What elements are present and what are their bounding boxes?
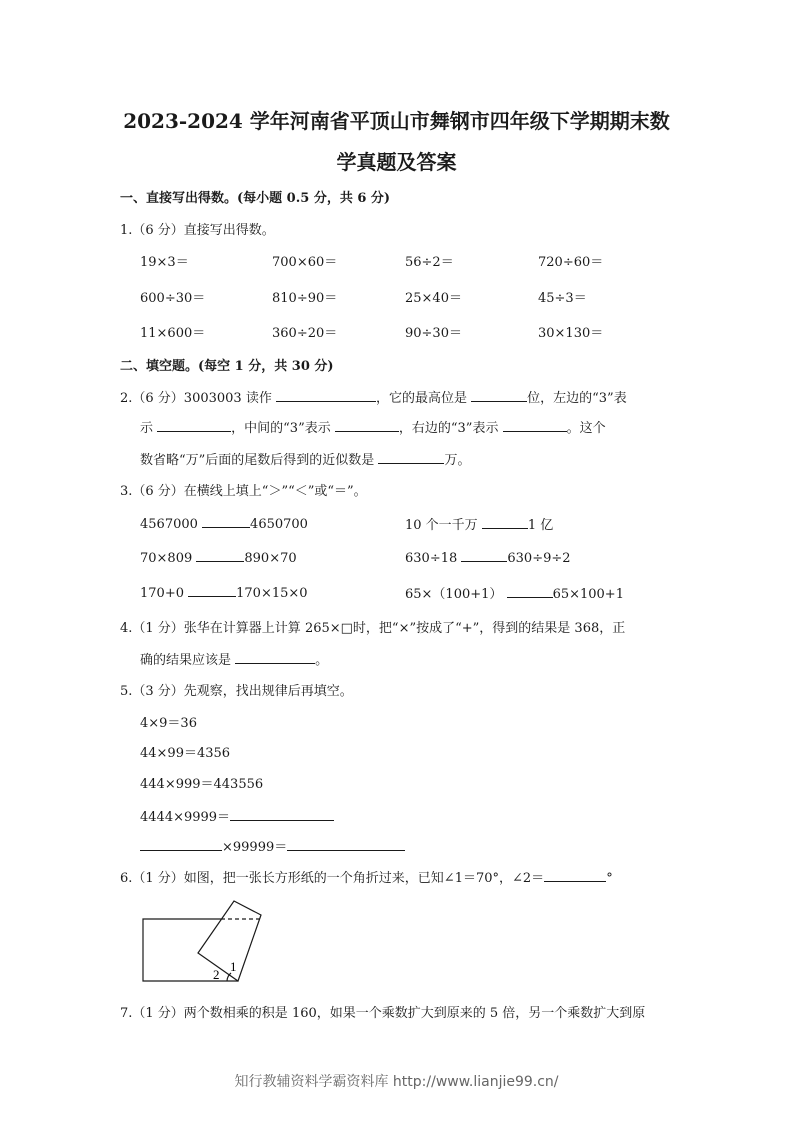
answer-blank[interactable] xyxy=(335,418,399,432)
section-1-heading: 一、直接写出得数。(每小题 0.5 分，共 6 分) xyxy=(120,191,391,206)
q2-text: ，它的最高位是 xyxy=(375,391,467,406)
compare-item: 4567000 4650700 xyxy=(140,514,308,532)
question-5: 5.（3 分）先观察，找出规律后再填空。 xyxy=(120,684,353,699)
q1-item: 90÷30＝ xyxy=(405,326,462,341)
pattern-line: 44×99＝4356 xyxy=(140,746,231,761)
answer-blank[interactable] xyxy=(202,514,250,528)
question-7: 7.（1 分）两个数相乘的积是 160，如果一个乘数扩大到原来的 5 倍，另一个乘数扩大到原 xyxy=(120,1006,646,1021)
question-2-line-3 xyxy=(140,449,470,468)
answer-blank[interactable] xyxy=(544,868,606,882)
q1-item: 700×60＝ xyxy=(272,255,338,270)
pattern-line-blank: ×99999＝ xyxy=(140,836,405,855)
q2-text: 万。 xyxy=(444,453,471,468)
compare-item: 65×（100+1） 65×100+1 xyxy=(405,583,624,602)
question-4-line-1: 4.（1 分）张华在计算器上计算 265×□时，把“×”按成了“+”，得到的结果是 368，正 xyxy=(120,621,626,636)
q1-item: 30×130＝ xyxy=(538,326,604,341)
q1-item: 56÷2＝ xyxy=(405,255,454,270)
section-2-heading: 二、填空题。(每空 1 分，共 30 分) xyxy=(120,359,334,374)
angle-2-label: 2 xyxy=(213,967,220,982)
answer-blank[interactable] xyxy=(196,548,244,562)
q2-text: ，右边的“3”表示 xyxy=(398,421,499,436)
answer-blank[interactable] xyxy=(471,388,527,402)
answer-blank[interactable] xyxy=(503,418,567,432)
answer-blank[interactable] xyxy=(188,583,236,597)
answer-blank[interactable] xyxy=(461,548,507,562)
q1-item: 720÷60＝ xyxy=(538,255,604,270)
q2-text: 数省略“万”后面的尾数后得到的近似数是 xyxy=(140,453,375,468)
page-title-line2: 学真题及答案 xyxy=(336,150,457,174)
q1-item: 11×600＝ xyxy=(140,326,206,341)
pattern-line: 444×999＝443556 xyxy=(140,777,264,792)
pattern-line: 4×9＝36 xyxy=(140,716,197,731)
question-3: 3.（6 分）在横线上填上“＞”“＜”或“＝”。 xyxy=(120,484,367,499)
pattern-line-blank: 4444×9999＝ xyxy=(140,806,334,825)
q1-item: 25×40＝ xyxy=(405,291,462,306)
q2-text: 位，左边的“3”表 xyxy=(527,391,627,406)
q1-item: 19×3＝ xyxy=(140,255,189,270)
compare-item: 10 个一千万 1 亿 xyxy=(405,514,553,533)
footer-watermark: 知行教辅资料学霸资料库 http://www.lianjie99.cn/ xyxy=(234,1074,559,1090)
folded-paper-figure xyxy=(130,895,280,990)
q2-text: 2.（6 分）3003003 读作 xyxy=(120,391,272,406)
angle-1-label: 1 xyxy=(230,959,237,974)
answer-blank[interactable] xyxy=(235,650,315,664)
answer-blank[interactable] xyxy=(230,807,334,821)
answer-blank[interactable] xyxy=(140,837,222,851)
question-1: 1.（6 分）直接写出得数。 xyxy=(120,223,275,238)
answer-blank[interactable] xyxy=(507,584,553,598)
question-6: 6.（1 分）如图，把一张长方形纸的一个角折过来，已知∠1＝70°，∠2＝ ° xyxy=(120,867,613,886)
q2-text: 。这个 xyxy=(566,421,606,436)
q1-item: 360÷20＝ xyxy=(272,326,338,341)
q1-item: 600÷30＝ xyxy=(140,291,206,306)
compare-item: 630÷18 630÷9÷2 xyxy=(405,548,571,566)
answer-blank[interactable] xyxy=(157,418,231,432)
page-title-line1: 2023-2024 学年河南省平顶山市舞钢市四年级下学期期末数 xyxy=(123,109,670,133)
answer-blank[interactable] xyxy=(276,388,376,402)
answer-blank[interactable] xyxy=(287,837,405,851)
compare-item: 170+0 170×15×0 xyxy=(140,583,308,601)
question-2-line-1 xyxy=(120,387,627,406)
q2-text: 示 xyxy=(140,421,154,436)
compare-item: 70×809 890×70 xyxy=(140,548,297,566)
answer-blank[interactable] xyxy=(378,450,444,464)
q2-text: ，中间的“3”表示 xyxy=(231,421,331,436)
question-4-line-2: 确的结果应该是 。 xyxy=(140,649,328,668)
q1-item: 45÷3＝ xyxy=(538,291,587,306)
answer-blank[interactable] xyxy=(482,515,528,529)
q1-item: 810÷90＝ xyxy=(272,291,338,306)
question-2-line-2 xyxy=(140,417,606,436)
